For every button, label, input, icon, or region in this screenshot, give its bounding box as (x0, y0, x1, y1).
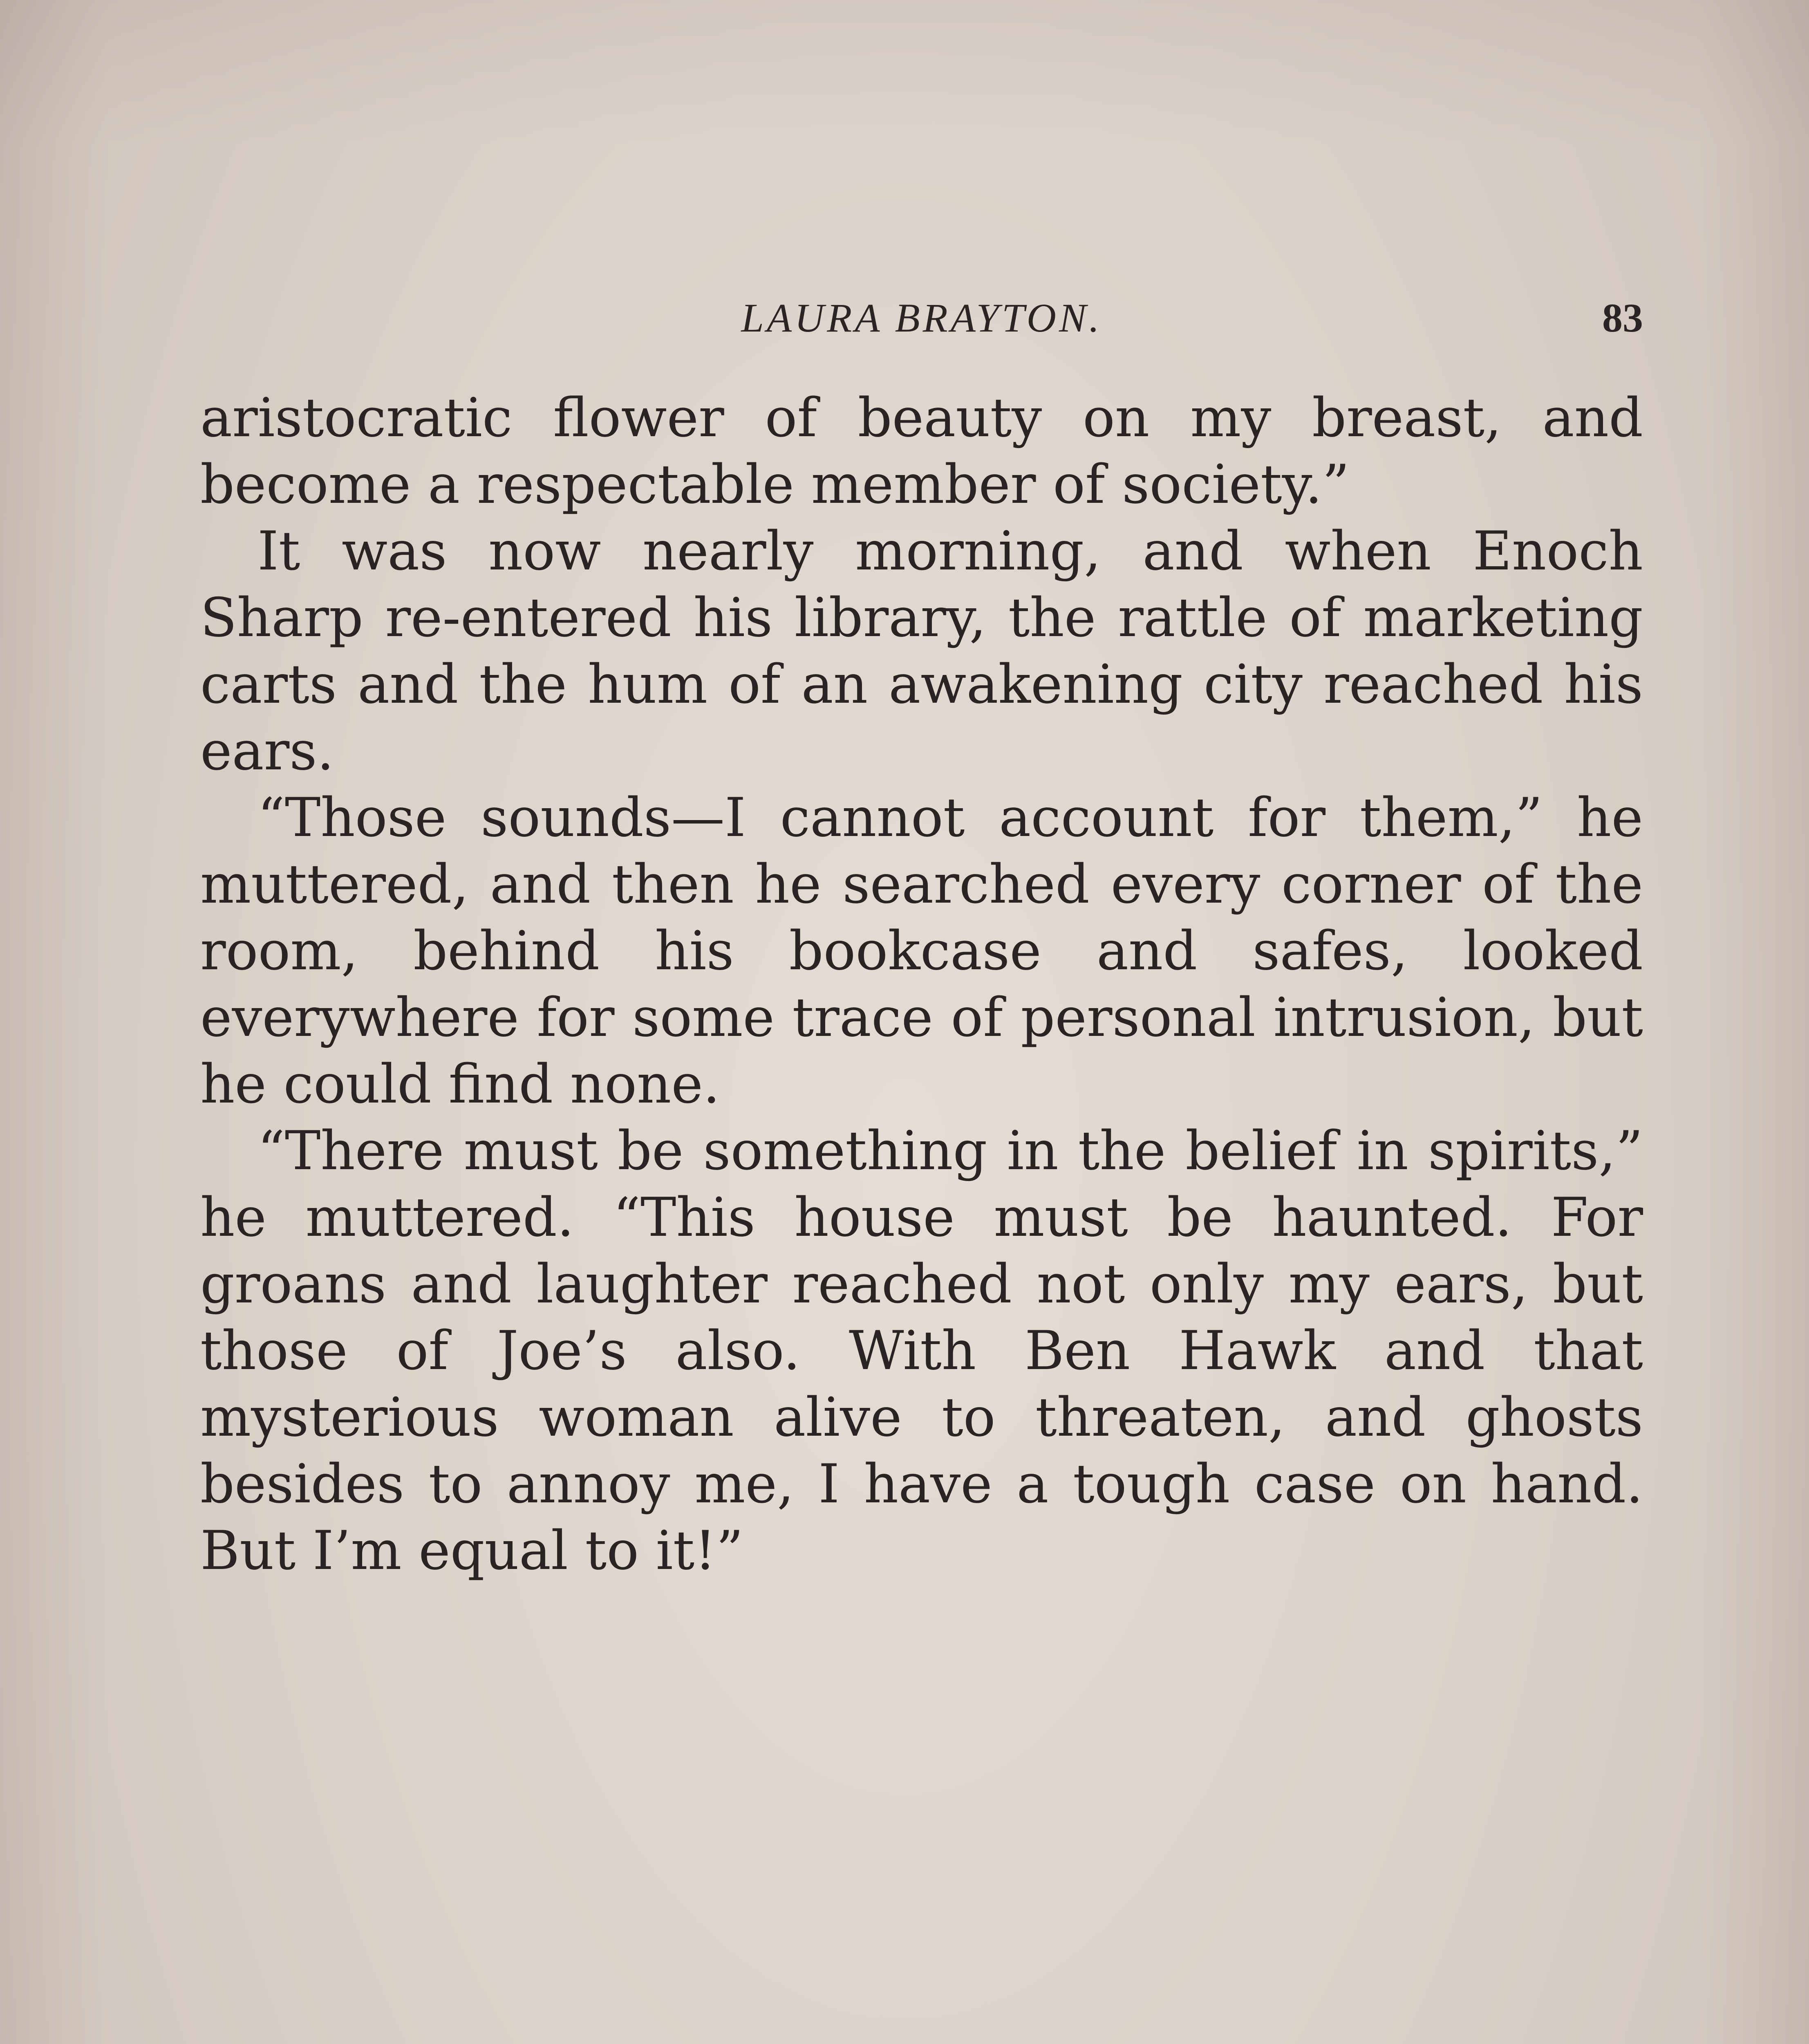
paragraph: aristocratic flower of beauty on my breast, and become a respectable member of society.” (200, 386, 1643, 515)
running-head (200, 286, 1643, 352)
paragraph: “There must be something in the belief in spirits,” he muttered. “This house must be haunted. For groans and laughter reached not only my ears, but those of Joe’s also. With Ben Hawk and that mysterious woman alive to threaten, and ghosts besides to annoy me, I have a tough case on hand. But I’m equal to it!” (200, 1119, 1643, 1582)
page-number: 83 (1602, 295, 1643, 341)
running-title: LAURA BRAYTON. (741, 295, 1102, 341)
paragraph: It was now nearly morning, and when Enoch Sharp re-entered his library, the rattle of marketing carts and the hum of an awakening city reached his ears. (200, 520, 1643, 782)
body-text (200, 384, 1643, 1584)
paragraph: “Those sounds—I cannot account for them,” he muttered, and then he searched every corner of the room, behind his bookcase and safes, looked everywhere for some trace of personal intrusion, but he could find none. (200, 786, 1643, 1115)
